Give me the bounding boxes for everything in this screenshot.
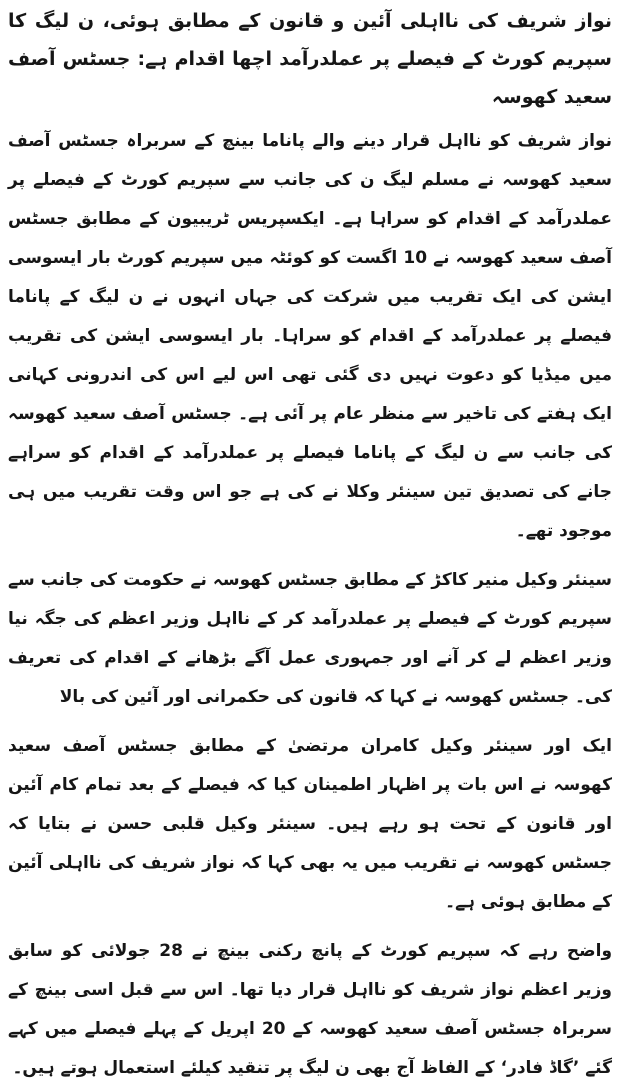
- article-headline: نواز شریف کی نااہلی آئین و قانون کے مطابق ہوئی، ن لیگ کا سپریم کورٹ کے فیصلے پر عملدرآمد اچھا اقدام ہے: جسٹس آصف سعید کھوسہ: [8, 10, 612, 108]
- article-paragraph-2: سینئر وکیل منیر کاکڑ کے مطابق جسٹس کھوسہ نے حکومت کی جانب سے سپریم کورٹ کے فیصلے پر عملدرآمد کر کے نااہل وزیر اعظم کی جگہ نیا وزیر اعظم لے کر آنے اور جمہوری عمل آگے بڑھانے کے اقدام کی تعریف کی۔ جسٹس کھوسہ نے کہا کہ قانون کی حکمرانی اور آئین کی بالا: [8, 570, 612, 707]
- article-paragraph-3: ایک اور سینئر وکیل کامران مرتضیٰ کے مطابق جسٹس آصف سعید کھوسہ نے اس بات پر اظہار اطمینان کیا کہ فیصلے کے بعد تمام کام آئین اور قانون کے تحت ہو رہے ہیں۔ سینئر وکیل قلبی حسن نے بتایا کہ جسٹس کھوسہ نے تقریب میں یہ بھی کہا کہ نواز شریف کی نااہلی آئین کے مطابق ہوئی ہے۔: [8, 736, 612, 912]
- article-paragraph-4: واضح رہے کہ سپریم کورٹ کے پانچ رکنی بینچ نے 28 جولائی کو سابق وزیر اعظم نواز شریف کو نااہل قرار دیا تھا۔ اس سے قبل اسی بینچ کے سربراہ جسٹس آصف سعید کھوسہ کے 20 اپریل کے پہلے فیصلے میں کہے گئے ’گاڈ فادر‘ کے الفاظ آج بھی ن لیگ پر تنقید کیلئے استعمال ہوتے ہیں۔: [8, 941, 613, 1078]
- article-paragraph-1: نواز شریف کو نااہل قرار دینے والے پاناما بینچ کے سربراہ جسٹس آصف سعید کھوسہ نے مسلم لیگ ن کی جانب سے سپریم کورٹ کے فیصلے پر عملدرآمد کے اقدام کو سراہا ہے۔ ایکسپریس ٹریبیون کے مطابق جسٹس آصف سعید کھوسہ نے 10 اگست کو کوئٹہ میں سپریم کورٹ بار ایسوسی ایشن کی ایک تقریب میں شرکت کی جہاں انہوں نے ن لیگ کے پاناما فیصلے پر عملدرآمد کے اقدام کو سراہا۔ بار ایسوسی ایشن کی تقریب میں میڈیا کو دعوت نہیں دی گئی تھی اس لیے اس کی اندرونی کہانی ایک ہفتے کی تاخیر سے منظر عام پر آئی ہے۔ جسٹس آصف سعید کھوسہ کی جانب سے ن لیگ کے پاناما فیصلے پر عملدرآمد کے اقدام کو سراہے جانے کی تصدیق تین سینئر وکلا نے کی ہے جو اس وقت تقریب میں ہی موجود تھے۔: [8, 131, 612, 541]
